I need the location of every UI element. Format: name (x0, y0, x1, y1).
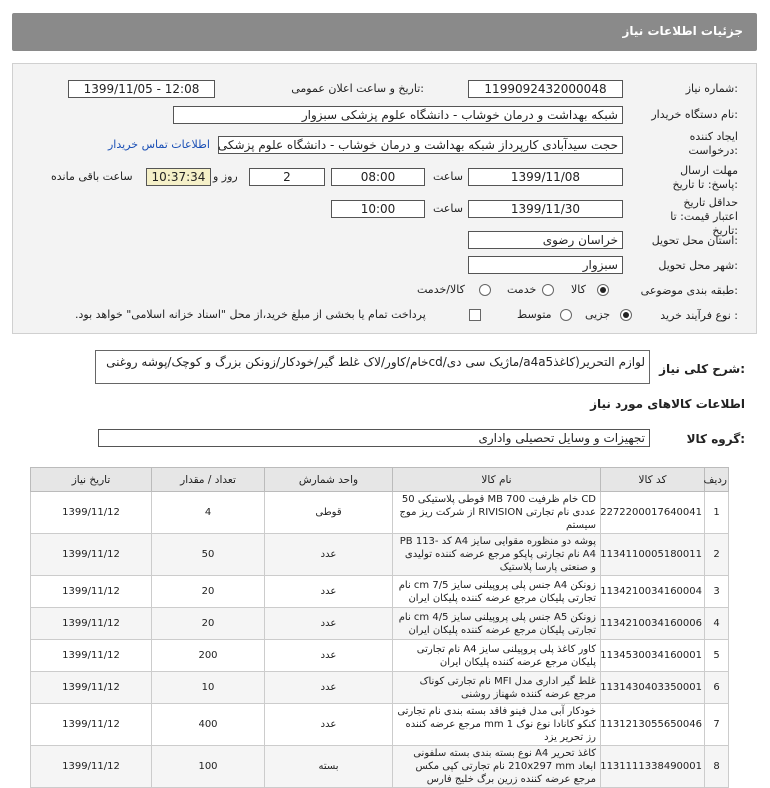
cell-item-name: CD خام ظرفیت 700 MB قوطی پلاستیکی 50 عددی نام تجارتی RIVISION از شرکت ریز موج سیستم (393, 492, 601, 534)
goods-group-field[interactable]: تجهیزات و وسایل تحصیلی واداری (98, 429, 650, 447)
send-date-field[interactable]: 1399/11/08 (468, 168, 623, 186)
goods-section-title: اطلاعات کالاهای مورد نیاز (590, 397, 745, 411)
remaining-label: ساعت باقی مانده (51, 170, 133, 183)
table-row (31, 704, 729, 746)
cell-row-number: 2 (705, 534, 729, 576)
cell-quantity: 4 (152, 492, 265, 534)
buyer-contact-link[interactable]: اطلاعات تماس خریدار (108, 138, 210, 151)
days-field[interactable]: 2 (249, 168, 325, 186)
city-label: شهر محل تحویل: (658, 259, 738, 272)
cell-need-date: 1399/11/12 (31, 704, 152, 746)
send-deadline-label: مهلت ارسال پاسخ: تا تاریخ: (672, 164, 738, 191)
goods-table (30, 467, 729, 788)
table-row (31, 534, 729, 576)
cell-quantity: 50 (152, 534, 265, 576)
cell-row-number: 1 (705, 492, 729, 534)
table-row (31, 608, 729, 640)
category-radio-goods-service[interactable] (479, 284, 491, 296)
cell-need-date: 1399/11/12 (31, 640, 152, 672)
cell-row-number: 3 (705, 576, 729, 608)
table-row (31, 492, 729, 534)
cell-item-code: 1131111338490001 (601, 746, 705, 788)
cell-item-code: 1131430403350001 (601, 672, 705, 704)
table-row (31, 746, 729, 788)
cell-row-number: 8 (705, 746, 729, 788)
send-time-label: ساعت (433, 170, 463, 183)
header-bar (12, 13, 757, 51)
cell-item-name: پوشه دو منظوره مقوایی سایز A4 کد PB 113-A4 نام تجارتی پاپکو مرجع عرضه کننده تولیدی و صنعتی پارسا پلاستیک (393, 534, 601, 576)
cell-item-name: کاور کاغذ پلی پروپیلنی سایز A4 نام تجارتی پلیکان مرجع عرضه کننده پلیکان ایران (393, 640, 601, 672)
days-label: روز و (213, 170, 238, 183)
col-code-header: کد کالا (601, 468, 705, 492)
validity-date-field[interactable]: 1399/11/30 (468, 200, 623, 218)
cell-item-code: 2272200017640041 (601, 492, 705, 534)
category-radio-goods[interactable] (597, 284, 609, 296)
cell-need-date: 1399/11/12 (31, 746, 152, 788)
buyer-label: نام دستگاه خریدار: (651, 108, 738, 121)
cell-quantity: 400 (152, 704, 265, 746)
need-number-label: شماره نیاز: (685, 82, 738, 95)
creator-field[interactable]: حجت سیدآبادی کارپرداز شبکه بهداشت و درمان خوشاب - دانشگاه علوم پزشکی (218, 136, 623, 154)
cell-need-date: 1399/11/12 (31, 576, 152, 608)
announce-label: تاریخ و ساعت اعلان عمومی: (291, 82, 424, 95)
send-time-field[interactable]: 08:00 (331, 168, 425, 186)
cell-item-name: غلط گیر اداری مدل MFI نام تجارتی کوناک مرجع عرضه کننده شهناز روشنی (393, 672, 601, 704)
validity-time-label: ساعت (433, 202, 463, 215)
description-label: شرح کلی نیاز: (659, 362, 745, 376)
cell-need-date: 1399/11/12 (31, 672, 152, 704)
cell-unit: عدد (265, 640, 393, 672)
process-option-minor: جزیی (585, 308, 611, 321)
province-label: استان محل تحویل: (651, 234, 738, 247)
table-row (31, 640, 729, 672)
payment-note: پرداخت تمام یا بخشی از مبلغ خرید،از محل "اسناد خزانه اسلامی" خواهد بود. (75, 308, 426, 321)
validity-label: حداقل تاریخ اعتبار قیمت: تا تاریخ: (670, 196, 738, 237)
col-qty-header: تعداد / مقدار (152, 468, 265, 492)
cell-need-date: 1399/11/12 (31, 492, 152, 534)
province-field[interactable]: خراسان رضوی (468, 231, 623, 249)
cell-item-code: 1134210034160006 (601, 608, 705, 640)
creator-label: ایجاد کننده درخواست: (688, 130, 738, 157)
table-row (31, 576, 729, 608)
category-option-goods: کالا (571, 283, 586, 296)
cell-unit: عدد (265, 704, 393, 746)
cell-item-name: زونکن A4 جنس پلی پروپیلنی سایز 7/5 cm نام تجارتی پلیکان مرجع عرضه کننده پلیکان ایران (393, 576, 601, 608)
process-label: نوع فرآیند خرید : (660, 309, 738, 322)
category-option-service: خدمت (507, 283, 537, 296)
cell-unit: عدد (265, 534, 393, 576)
cell-row-number: 4 (705, 608, 729, 640)
cell-item-name: کاغذ تحریر A4 نوع بسته بندی بسته سلفونی ابعاد 210x297 mm نام تجارتی کپی مکس مرجع عرضه کننده زرین برگ خلیج فارس (393, 746, 601, 788)
category-option-goods-service: کالا/خدمت (417, 283, 465, 296)
cell-item-code: 1134110005180011 (601, 534, 705, 576)
col-row-header: ردیف (705, 468, 729, 492)
remaining-time-field: 10:37:34 (146, 168, 211, 186)
validity-time-field[interactable]: 10:00 (331, 200, 425, 218)
need-number-field[interactable]: 1199092432000048 (468, 80, 623, 98)
cell-item-code: 1131213055650046 (601, 704, 705, 746)
cell-unit: بسته (265, 746, 393, 788)
cell-quantity: 20 (152, 608, 265, 640)
col-date-header: تاریخ نیاز (31, 468, 152, 492)
city-field[interactable]: سبزوار (468, 256, 623, 274)
process-radio-medium[interactable] (560, 309, 572, 321)
cell-row-number: 7 (705, 704, 729, 746)
process-option-medium: متوسط (517, 308, 552, 321)
category-label: طبقه بندی موضوعی: (640, 284, 738, 297)
cell-row-number: 5 (705, 640, 729, 672)
announce-field[interactable]: 1399/11/05 - 12:08 (68, 80, 215, 98)
cell-item-code: 1134210034160004 (601, 576, 705, 608)
cell-quantity: 20 (152, 576, 265, 608)
cell-item-name: خودکار آبی مدل فینو فاقد بسته بندی نام تجارتی کنکو کانادا نوع نوک 1 mm مرجع عرضه کننده رز تحریر یزد (393, 704, 601, 746)
goods-table-header (31, 468, 729, 492)
cell-unit: عدد (265, 576, 393, 608)
page-title: جزئیات اطلاعات نیاز (622, 24, 743, 38)
need-details-panel (12, 63, 757, 334)
cell-quantity: 200 (152, 640, 265, 672)
process-radio-minor[interactable] (620, 309, 632, 321)
cell-unit: عدد (265, 608, 393, 640)
cell-unit: عدد (265, 672, 393, 704)
description-field[interactable]: لوازم التحریر(کاغذa4a5/ماژیک سی دی/cdخام/کاور/لاک غلط گیر/خودکار/زونکن بزرگ و کوچک/پوشه روغنی (95, 350, 650, 384)
cell-need-date: 1399/11/12 (31, 608, 152, 640)
col-name-header: نام کالا (393, 468, 601, 492)
cell-need-date: 1399/11/12 (31, 534, 152, 576)
category-radio-service[interactable] (542, 284, 554, 296)
cell-item-code: 1134530034160001 (601, 640, 705, 672)
col-unit-header: واحد شمارش (265, 468, 393, 492)
table-row (31, 672, 729, 704)
cell-unit: قوطی (265, 492, 393, 534)
cell-quantity: 10 (152, 672, 265, 704)
cell-quantity: 100 (152, 746, 265, 788)
treasury-payment-checkbox[interactable] (469, 309, 481, 321)
goods-group-label: گروه کالا: (686, 432, 745, 446)
cell-row-number: 6 (705, 672, 729, 704)
cell-item-name: زونکن A5 جنس پلی پروپیلنی سایز 4/5 cm نام تجارتی پلیکان مرجع عرضه کننده پلیکان ایران (393, 608, 601, 640)
buyer-field[interactable]: شبکه بهداشت و درمان خوشاب - دانشگاه علوم پزشکی سبزوار (173, 106, 623, 124)
